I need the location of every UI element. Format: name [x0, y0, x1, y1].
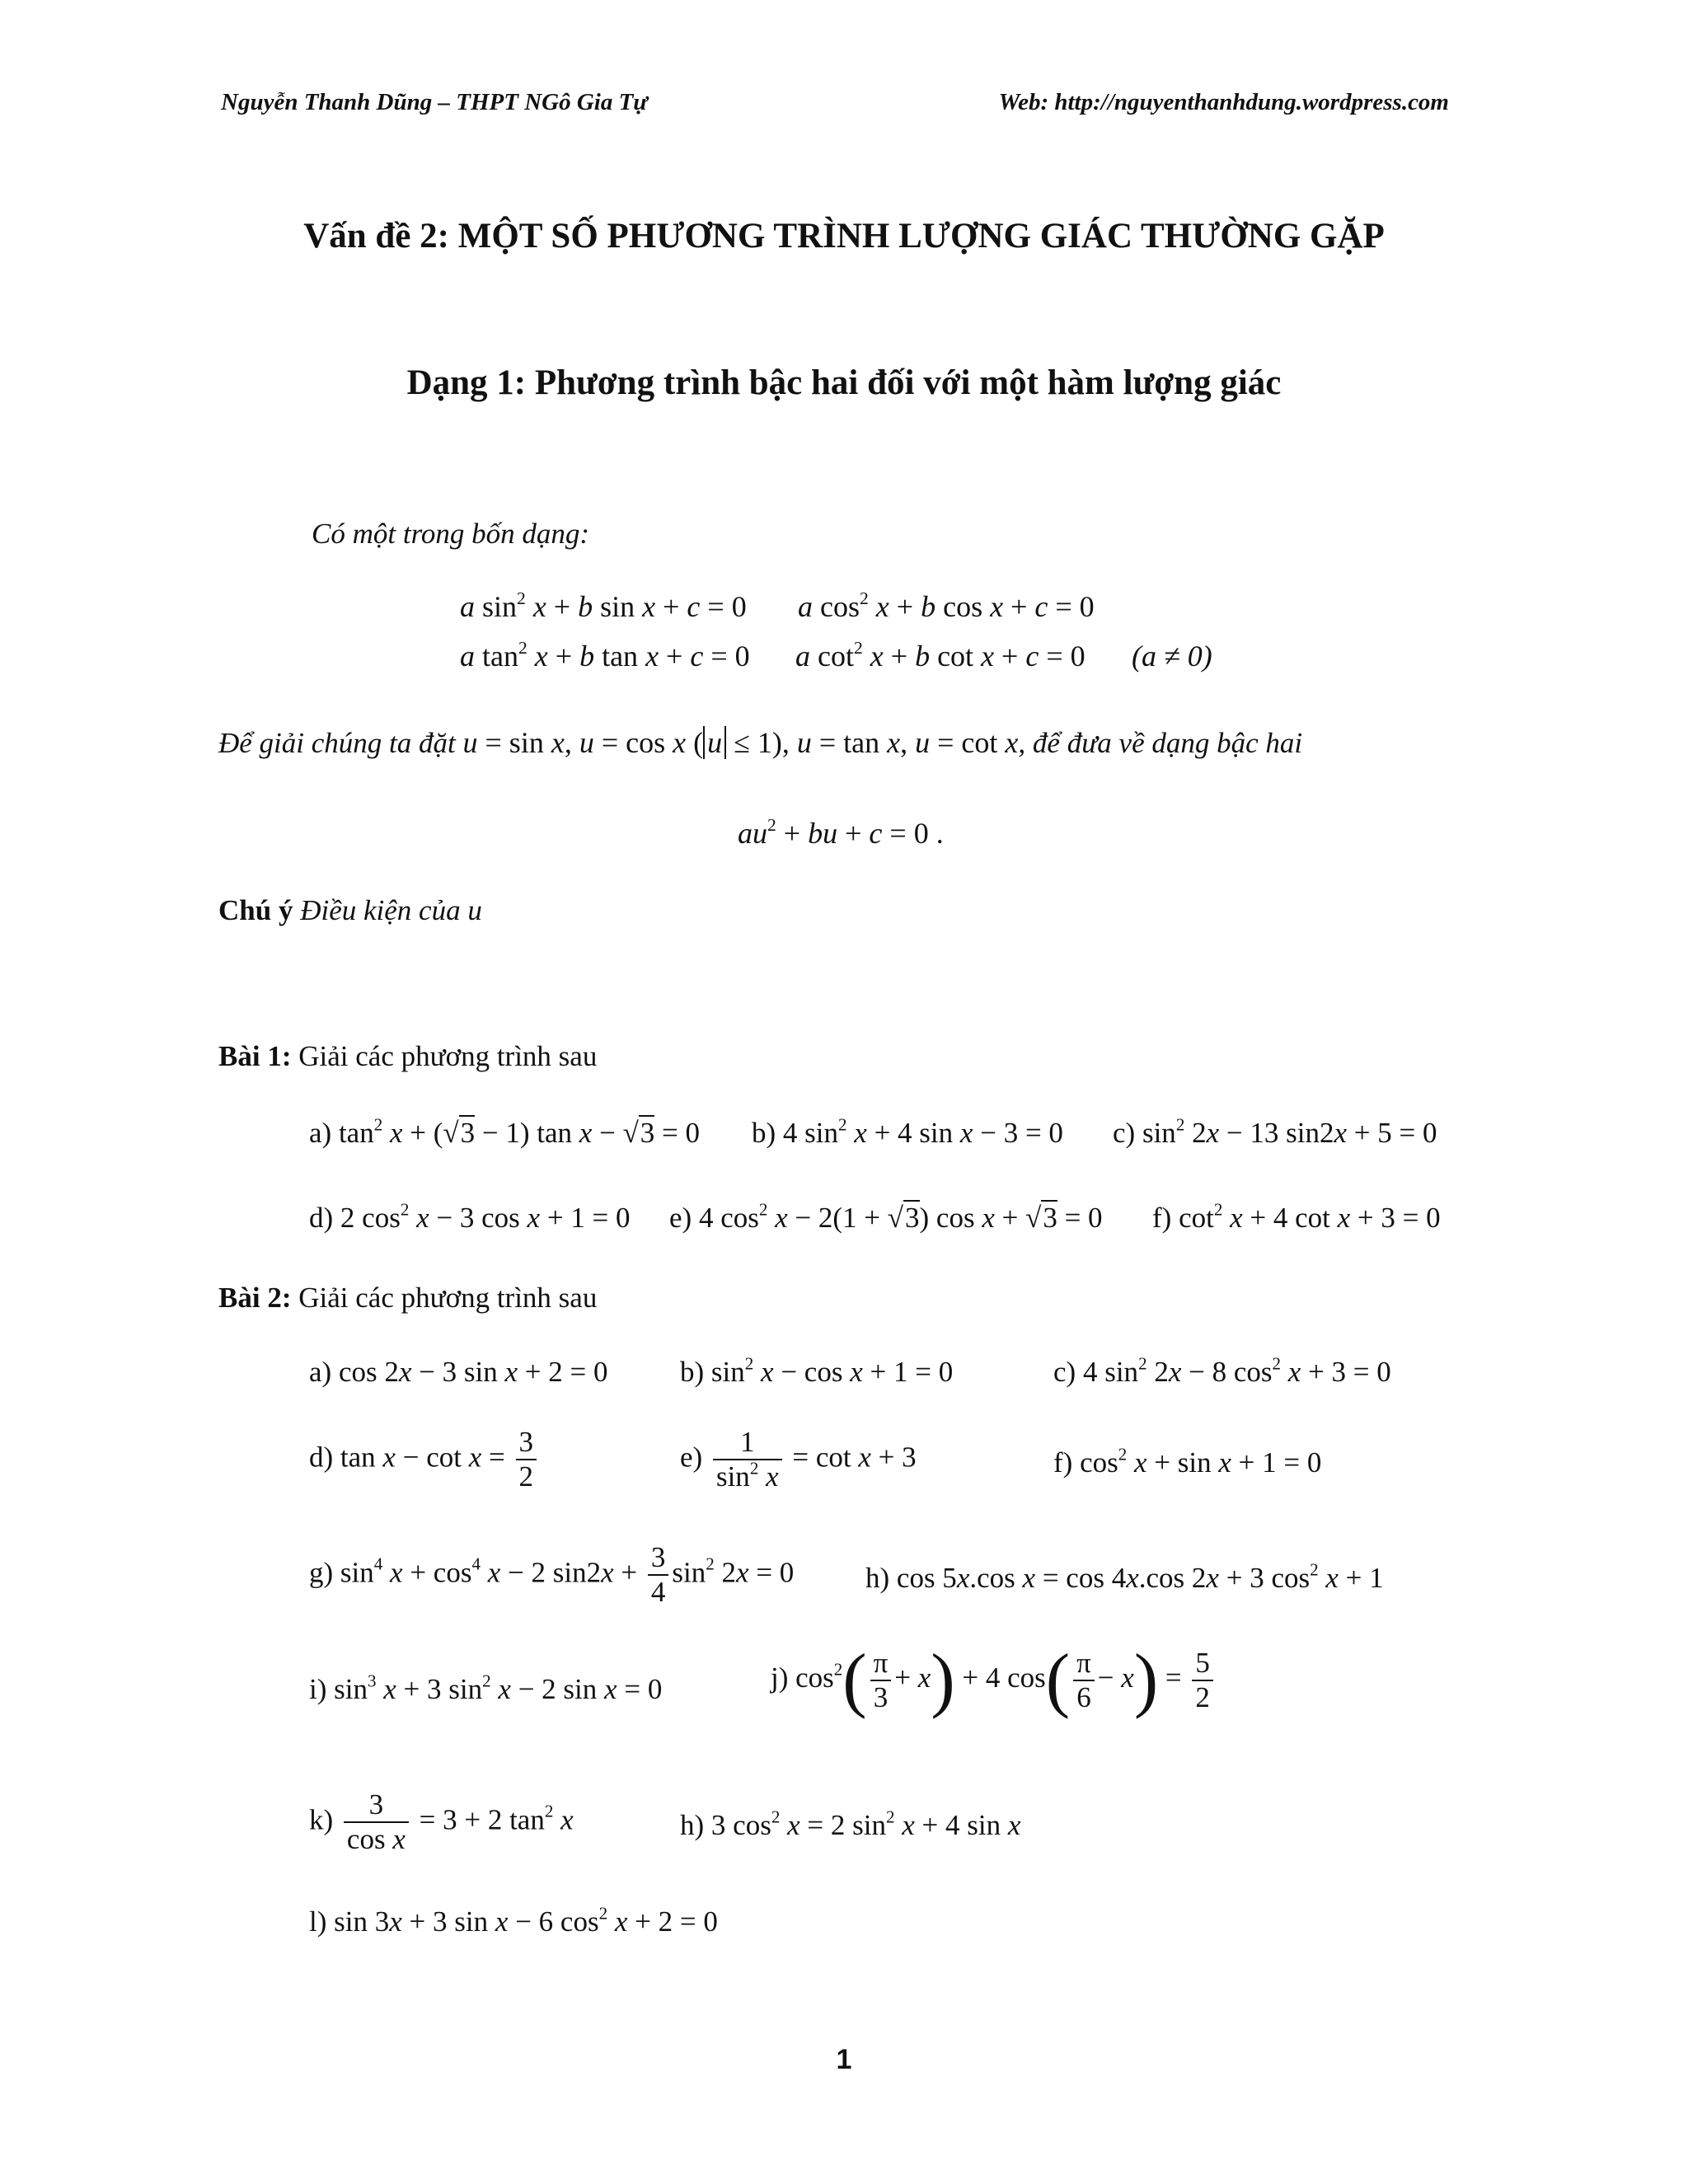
- bai2-text: Giải các phương trình sau: [298, 1282, 598, 1314]
- bai1-item-d: d) 2 $\cos^2 x - 3$ cos x + 1 = 0: [309, 1199, 631, 1234]
- substitution-text-1: Để giải chúng ta đặt: [218, 727, 456, 759]
- bai2-item-l: l) sin 3x + 3 sin x − 6 $\cos^2 x + 2 = 0$: [309, 1903, 718, 1938]
- bai2-item-e: e) $\frac{1}{\sin^2 x}$ = cot x + 3: [680, 1426, 917, 1493]
- item-letter: a): [309, 1117, 332, 1149]
- bai2-heading: [218, 1282, 597, 1315]
- substitution-line: [218, 725, 1302, 760]
- bai2-item-h2: h) 3 $\cos^2 x = 2$ $\sin^2 x + 4$ sin x: [680, 1807, 1021, 1841]
- item-letter: l): [309, 1905, 327, 1938]
- bai1-text: Giải các phương trình sau: [298, 1040, 598, 1072]
- item-letter: h): [865, 1562, 890, 1594]
- note-line: [218, 894, 482, 927]
- substitution-text-2: , để đưa về dạng bậc hai: [1018, 727, 1303, 759]
- bai2-item-c: c) 4 $\sin^2 2x - 8$ $\cos^2 x + 3 = 0$: [1053, 1353, 1391, 1388]
- header-author: Nguyễn Thanh Dũng – THPT NGô Gia Tự: [221, 89, 648, 115]
- bai1-item-f: f) $\cot^2 x + 4$ cot x + 3 = 0: [1152, 1199, 1441, 1234]
- item-letter: e): [680, 1441, 703, 1474]
- item-letter: k): [309, 1803, 334, 1836]
- note-text: Điều kiện của u: [300, 894, 482, 926]
- bai1-label: Bài 1:: [218, 1040, 292, 1072]
- item-letter: c): [1113, 1117, 1136, 1149]
- item-letter: b): [680, 1356, 705, 1388]
- bai2-item-j: j) $\cos^2$( $\frac{\pi}{3}$ + x) + 4 cos( $\frac{\pi}{6}$ − x) = $\frac{5}{2}$: [771, 1644, 1217, 1717]
- header-website: Web: http://nguyenthanhdung.wordpress.com: [998, 89, 1449, 115]
- condition-text: (a ≠ 0): [1132, 640, 1212, 673]
- item-letter: d): [309, 1441, 334, 1474]
- item-letter: f): [1152, 1202, 1172, 1234]
- bai2-item-k: k) $\frac{3}{\text{cos x}}$ = 3 + 2 $\tan^2 x$: [309, 1788, 574, 1856]
- section-title: Dạng 1: Phương trình bậc hai đối với một hàm lượng giác: [406, 363, 1282, 402]
- substitution-math: u = sin x, u = cos x ( u ≤ 1), u = tan x, u = cot x: [462, 726, 1019, 759]
- bai1-item-c: c) $\sin^2 2x - 13$ sin2x + 5 = 0: [1113, 1114, 1437, 1149]
- page-number: 1: [836, 2044, 852, 2075]
- bai2-item-h: h) cos 5x.cos x = cos 4x.cos 2x + 3 $\cos^2 x + 1$: [865, 1559, 1384, 1594]
- bai1-item-b: b) 4 $\sin^2 x + 4$ sin x − 3 = 0: [752, 1114, 1063, 1149]
- bai1-item-e: e) 4 $\cos^2 x - 2(1 + √3)$ cos x + √3 = 0: [669, 1199, 1103, 1234]
- item-letter: e): [669, 1202, 692, 1234]
- quadratic-equation: $au^2$ + bu + c = 0 .: [738, 814, 944, 850]
- bai2-item-i: i) $\sin^3 x + 3$ $\sin^2 x - 2$ sin x = 0: [309, 1671, 663, 1705]
- item-letter: f): [1053, 1446, 1073, 1479]
- bai2-item-b: b) $\sin^2 x - \cos x + 1 = 0$: [680, 1353, 954, 1388]
- item-letter: b): [752, 1117, 776, 1149]
- bai1-item-a: a) $\tan^2 x + (√3 - 1)$ tan x − √3 = 0: [309, 1114, 701, 1149]
- bai2-item-f: f) $\cos^2 x + \sin x + 1 = 0$: [1053, 1444, 1322, 1479]
- bai2-item-a: a) cos 2x − 3 sin x + 2 = 0: [309, 1356, 608, 1388]
- bai2-label: Bài 2:: [218, 1282, 292, 1314]
- item-letter: d): [309, 1202, 334, 1234]
- note-label: Chú ý: [218, 894, 293, 926]
- item-letter: h): [680, 1809, 705, 1841]
- item-letter: j): [771, 1661, 789, 1694]
- form-cot: a $\cot^2 x + b$ cot x + c = 0: [795, 637, 1085, 673]
- bai2-item-d: d) tan x − cot x = $\frac{3}{2}$: [309, 1426, 540, 1494]
- item-letter: g): [309, 1556, 334, 1589]
- form-tan: a $\tan^2 x + b$ tan x + c = 0: [460, 637, 750, 673]
- item-letter: c): [1053, 1356, 1076, 1388]
- form-condition: [1132, 639, 1212, 673]
- intro-text: Có một trong bốn dạng:: [312, 518, 590, 550]
- bai1-heading: [218, 1040, 597, 1073]
- item-letter: a): [309, 1356, 332, 1388]
- page-title: Vấn đề 2: MỘT SỐ PHƯƠNG TRÌNH LƯỢNG GIÁC THƯỜNG GẶP: [303, 217, 1385, 255]
- item-letter: i): [309, 1673, 327, 1705]
- form-sin: a $\sin^2 x + b$ sin x + c = 0: [460, 588, 747, 623]
- form-cos: a $\cos^2 x + b$ cos x + c = 0: [798, 588, 1095, 623]
- bai2-item-g: g) $\sin^4 x + \cos^4 x - 2$ sin2x + $\frac{3}{4}$ $\sin^2 2x = 0$: [309, 1541, 795, 1609]
